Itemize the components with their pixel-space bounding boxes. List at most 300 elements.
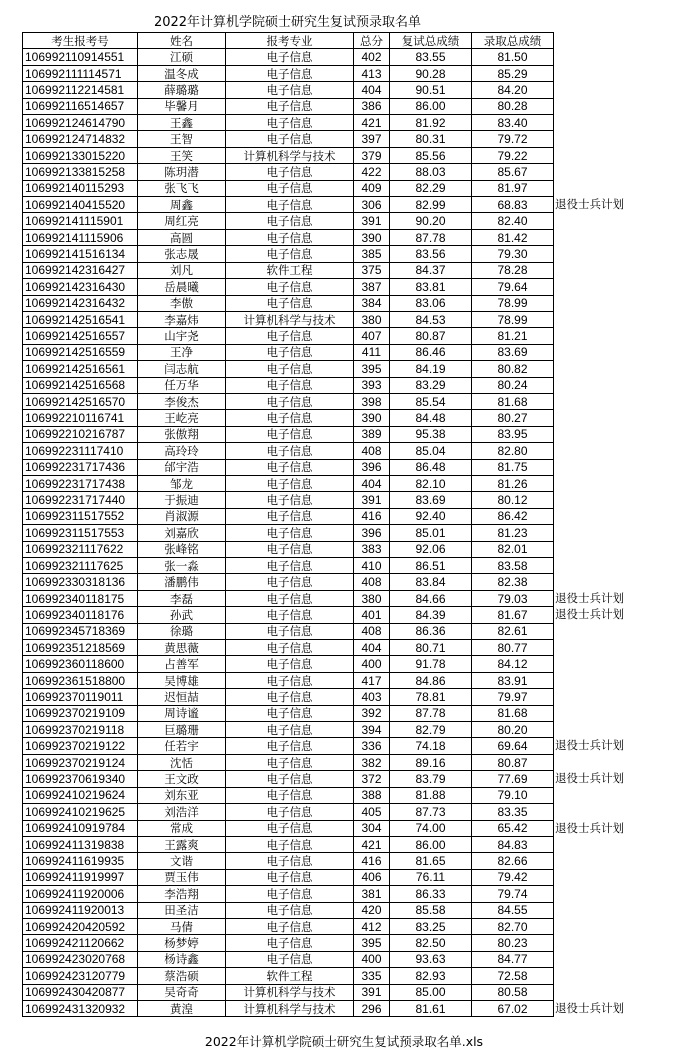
admission-score-cell: 81.23 — [472, 525, 554, 541]
table-row — [23, 689, 554, 705]
remark-note — [555, 984, 685, 1000]
remark-note — [555, 426, 685, 442]
exam-number-cell: 106992411920013 — [23, 902, 138, 918]
admission-score-cell: 80.20 — [472, 722, 554, 738]
name-cell: 李磊 — [138, 590, 226, 606]
remark-note — [555, 557, 685, 573]
name-cell: 李傲 — [138, 295, 226, 311]
exam-number-cell: 106992142516559 — [23, 344, 138, 360]
admission-score-cell: 79.03 — [472, 590, 554, 606]
major-cell: 电子信息 — [226, 754, 354, 770]
admission-score-cell: 83.35 — [472, 804, 554, 820]
table-row — [23, 672, 554, 688]
remark-note — [555, 655, 685, 671]
admission-score-cell: 83.95 — [472, 426, 554, 442]
table-row — [23, 344, 554, 360]
admission-score-cell: 82.61 — [472, 623, 554, 639]
major-cell: 计算机科学与技术 — [226, 311, 354, 327]
exam-number-cell: 106992141516134 — [23, 246, 138, 262]
exam-number-cell: 106992231717438 — [23, 475, 138, 491]
major-cell: 电子信息 — [226, 180, 354, 196]
remark-note — [555, 918, 685, 934]
major-cell: 电子信息 — [226, 705, 354, 721]
retest-score-cell: 84.39 — [390, 607, 472, 623]
major-cell: 电子信息 — [226, 574, 354, 590]
table-row — [23, 475, 554, 491]
exam-number-cell: 106992141115901 — [23, 213, 138, 229]
admission-score-cell: 80.58 — [472, 984, 554, 1000]
total-score-cell: 391 — [354, 984, 390, 1000]
remark-note — [555, 803, 685, 819]
total-score-cell: 416 — [354, 508, 390, 524]
admission-score-cell: 81.68 — [472, 705, 554, 721]
retest-score-cell: 83.79 — [390, 771, 472, 787]
retest-score-cell: 83.25 — [390, 918, 472, 934]
exam-number-cell: 106992142516568 — [23, 377, 138, 393]
major-cell: 电子信息 — [226, 197, 354, 213]
table-row — [23, 640, 554, 656]
remark-note — [555, 705, 685, 721]
exam-number-cell: 106992340118175 — [23, 590, 138, 606]
retest-score-cell: 74.18 — [390, 738, 472, 754]
remark-note — [555, 393, 685, 409]
total-score-cell: 392 — [354, 705, 390, 721]
exam-number-cell: 106992361518800 — [23, 672, 138, 688]
admission-score-cell: 82.01 — [472, 541, 554, 557]
retest-score-cell: 90.51 — [390, 82, 472, 98]
major-cell: 电子信息 — [226, 344, 354, 360]
major-cell: 电子信息 — [226, 590, 354, 606]
total-score-cell: 408 — [354, 574, 390, 590]
admission-score-cell: 79.42 — [472, 869, 554, 885]
total-score-cell: 408 — [354, 623, 390, 639]
major-cell: 电子信息 — [226, 410, 354, 426]
remark-note — [555, 229, 685, 245]
table-row — [23, 968, 554, 984]
major-cell: 电子信息 — [226, 459, 354, 475]
table-row — [23, 525, 554, 541]
table-row — [23, 147, 554, 163]
admission-score-cell: 82.38 — [472, 574, 554, 590]
name-cell: 徐璐 — [138, 623, 226, 639]
table-row — [23, 853, 554, 869]
remark-note — [555, 212, 685, 228]
major-cell: 电子信息 — [226, 804, 354, 820]
major-cell: 电子信息 — [226, 951, 354, 967]
admission-score-cell: 83.69 — [472, 344, 554, 360]
retest-score-cell: 81.65 — [390, 853, 472, 869]
table-row — [23, 197, 554, 213]
admission-score-cell: 86.42 — [472, 508, 554, 524]
table-row — [23, 393, 554, 409]
table-row — [23, 918, 554, 934]
exam-number-cell: 106992423120779 — [23, 968, 138, 984]
major-cell: 软件工程 — [226, 262, 354, 278]
major-cell: 电子信息 — [226, 902, 354, 918]
admission-score-cell: 81.97 — [472, 180, 554, 196]
retest-score-cell: 85.58 — [390, 902, 472, 918]
retest-score-cell: 86.00 — [390, 836, 472, 852]
table-row — [23, 771, 554, 787]
retest-score-cell: 83.81 — [390, 279, 472, 295]
name-cell: 刘凡 — [138, 262, 226, 278]
name-cell: 吴奇奇 — [138, 984, 226, 1000]
exam-number-cell: 106992110914551 — [23, 49, 138, 65]
table-row — [23, 738, 554, 754]
exam-number-cell: 106992140115293 — [23, 180, 138, 196]
major-cell: 电子信息 — [226, 836, 354, 852]
major-cell: 电子信息 — [226, 541, 354, 557]
admission-score-cell: 83.91 — [472, 672, 554, 688]
remark-note — [555, 65, 685, 81]
remark-note — [555, 442, 685, 458]
name-cell: 陈玥潜 — [138, 164, 226, 180]
admission-score-cell: 80.28 — [472, 98, 554, 114]
table-row — [23, 131, 554, 147]
total-score-cell: 411 — [354, 344, 390, 360]
major-cell: 电子信息 — [226, 475, 354, 491]
admission-score-cell: 79.64 — [472, 279, 554, 295]
total-score-cell: 389 — [354, 426, 390, 442]
exam-number-cell: 106992423020768 — [23, 951, 138, 967]
exam-number-cell: 106992124614790 — [23, 115, 138, 131]
major-cell: 电子信息 — [226, 525, 354, 541]
retest-score-cell: 87.78 — [390, 229, 472, 245]
admission-score-cell: 78.99 — [472, 311, 554, 327]
major-cell: 计算机科学与技术 — [226, 1000, 354, 1016]
major-cell: 电子信息 — [226, 492, 354, 508]
exam-number-cell: 106992411619935 — [23, 853, 138, 869]
remark-note: 退役士兵计划 — [555, 771, 624, 786]
admission-score-cell: 84.12 — [472, 656, 554, 672]
remark-note — [555, 48, 685, 64]
retest-score-cell: 84.19 — [390, 361, 472, 377]
exam-number-cell: 106992411319838 — [23, 836, 138, 852]
remark-header-spacer — [555, 32, 685, 48]
table-row — [23, 836, 554, 852]
retest-score-cell: 80.31 — [390, 131, 472, 147]
table-row — [23, 705, 554, 721]
retest-score-cell: 85.56 — [390, 147, 472, 163]
name-cell: 常成 — [138, 820, 226, 836]
major-cell: 电子信息 — [226, 656, 354, 672]
table-row — [23, 279, 554, 295]
table-row — [23, 164, 554, 180]
remark-note — [555, 639, 685, 655]
exam-number-cell: 106992124714832 — [23, 131, 138, 147]
retest-score-cell: 80.87 — [390, 328, 472, 344]
name-cell: 占善军 — [138, 656, 226, 672]
name-cell: 薛璐璐 — [138, 82, 226, 98]
name-cell: 黄湟 — [138, 1000, 226, 1016]
retest-score-cell: 95.38 — [390, 426, 472, 442]
total-score-cell: 390 — [354, 229, 390, 245]
name-cell: 李俊杰 — [138, 393, 226, 409]
remark-note — [555, 475, 685, 491]
exam-number-cell: 106992410219624 — [23, 787, 138, 803]
name-cell: 温冬成 — [138, 65, 226, 81]
major-cell: 电子信息 — [226, 393, 354, 409]
table-row — [23, 443, 554, 459]
total-score-cell: 410 — [354, 558, 390, 574]
total-score-cell: 409 — [354, 180, 390, 196]
total-score-cell: 394 — [354, 722, 390, 738]
header-admission-score: 录取总成绩 — [472, 33, 554, 49]
exam-number-cell: 106992410919784 — [23, 820, 138, 836]
admission-score-cell: 77.69 — [472, 771, 554, 787]
admission-score-cell: 80.12 — [472, 492, 554, 508]
exam-number-cell: 106992321117622 — [23, 541, 138, 557]
table-row — [23, 1000, 554, 1016]
remark-note — [555, 130, 685, 146]
exam-number-cell: 106992370219109 — [23, 705, 138, 721]
retest-score-cell: 85.04 — [390, 443, 472, 459]
retest-score-cell: 86.46 — [390, 344, 472, 360]
exam-number-cell: 106992430420877 — [23, 984, 138, 1000]
remark-note — [555, 98, 685, 114]
total-score-cell: 381 — [354, 886, 390, 902]
major-cell: 电子信息 — [226, 82, 354, 98]
table-row — [23, 492, 554, 508]
major-cell: 电子信息 — [226, 820, 354, 836]
total-score-cell: 335 — [354, 968, 390, 984]
exam-number-cell: 106992133015220 — [23, 147, 138, 163]
name-cell: 高圆 — [138, 229, 226, 245]
total-score-cell: 407 — [354, 328, 390, 344]
total-score-cell: 403 — [354, 689, 390, 705]
admission-score-cell: 72.58 — [472, 968, 554, 984]
exam-number-cell: 106992411920006 — [23, 886, 138, 902]
table-row — [23, 49, 554, 65]
remark-note — [555, 688, 685, 704]
total-score-cell: 296 — [354, 1000, 390, 1016]
admission-score-cell: 81.21 — [472, 328, 554, 344]
retest-score-cell: 90.28 — [390, 65, 472, 81]
name-cell: 刘嘉欣 — [138, 525, 226, 541]
admission-score-cell: 79.22 — [472, 147, 554, 163]
table-row — [23, 541, 554, 557]
admission-score-cell: 69.64 — [472, 738, 554, 754]
table-row — [23, 262, 554, 278]
remark-note — [555, 672, 685, 688]
major-cell: 电子信息 — [226, 738, 354, 754]
major-cell: 电子信息 — [226, 722, 354, 738]
remark-note — [555, 245, 685, 261]
exam-number-cell: 106992133815258 — [23, 164, 138, 180]
admission-score-cell: 79.30 — [472, 246, 554, 262]
name-cell: 邹龙 — [138, 475, 226, 491]
total-score-cell: 420 — [354, 902, 390, 918]
table-row — [23, 65, 554, 81]
name-cell: 巨璐珊 — [138, 722, 226, 738]
exam-number-cell: 106992370219124 — [23, 754, 138, 770]
table-row — [23, 295, 554, 311]
exam-number-cell: 106992345718369 — [23, 623, 138, 639]
name-cell: 文谐 — [138, 853, 226, 869]
table-row — [23, 951, 554, 967]
name-cell: 孙武 — [138, 607, 226, 623]
exam-number-cell: 106992431320932 — [23, 1000, 138, 1016]
exam-number-cell: 106992340118176 — [23, 607, 138, 623]
major-cell: 电子信息 — [226, 229, 354, 245]
retest-score-cell: 82.79 — [390, 722, 472, 738]
total-score-cell: 421 — [354, 115, 390, 131]
total-score-cell: 408 — [354, 443, 390, 459]
total-score-cell: 400 — [354, 951, 390, 967]
exam-number-cell: 106992142516541 — [23, 311, 138, 327]
name-cell: 吴博雄 — [138, 672, 226, 688]
total-score-cell: 372 — [354, 771, 390, 787]
admission-score-cell: 79.74 — [472, 886, 554, 902]
table-row — [23, 722, 554, 738]
exam-number-cell: 106992231117410 — [23, 443, 138, 459]
remark-note — [555, 295, 685, 311]
name-cell: 杨梦婷 — [138, 935, 226, 951]
retest-score-cell: 84.66 — [390, 590, 472, 606]
total-score-cell: 387 — [354, 279, 390, 295]
name-cell: 贾玉伟 — [138, 869, 226, 885]
exam-number-cell: 106992116514657 — [23, 98, 138, 114]
admission-score-cell: 78.99 — [472, 295, 554, 311]
remark-note — [555, 787, 685, 803]
major-cell: 电子信息 — [226, 672, 354, 688]
major-cell: 电子信息 — [226, 853, 354, 869]
remark-note — [555, 967, 685, 983]
major-cell: 计算机科学与技术 — [226, 147, 354, 163]
admission-score-cell: 80.27 — [472, 410, 554, 426]
table-row — [23, 377, 554, 393]
header-exam-number: 考生报考号 — [23, 33, 138, 49]
table-header-row — [23, 33, 554, 49]
admission-score-cell: 80.77 — [472, 640, 554, 656]
remarks-column — [555, 32, 685, 1016]
admission-score-cell: 84.83 — [472, 836, 554, 852]
table-row — [23, 869, 554, 885]
major-cell: 电子信息 — [226, 377, 354, 393]
major-cell: 电子信息 — [226, 65, 354, 81]
remark-note: 退役士兵计划 — [555, 738, 624, 753]
admission-score-cell: 81.68 — [472, 393, 554, 409]
major-cell: 电子信息 — [226, 98, 354, 114]
table-row — [23, 246, 554, 262]
name-cell: 刘浩洋 — [138, 804, 226, 820]
total-score-cell: 405 — [354, 804, 390, 820]
total-score-cell: 402 — [354, 49, 390, 65]
total-score-cell: 412 — [354, 918, 390, 934]
exam-number-cell: 106992370219122 — [23, 738, 138, 754]
remark-note — [555, 524, 685, 540]
total-score-cell: 379 — [354, 147, 390, 163]
remark-note — [555, 541, 685, 557]
admission-score-cell: 65.42 — [472, 820, 554, 836]
total-score-cell: 304 — [354, 820, 390, 836]
exam-number-cell: 106992370219118 — [23, 722, 138, 738]
retest-score-cell: 92.06 — [390, 541, 472, 557]
retest-score-cell: 89.16 — [390, 754, 472, 770]
total-score-cell: 413 — [354, 65, 390, 81]
total-score-cell: 380 — [354, 311, 390, 327]
total-score-cell: 383 — [354, 541, 390, 557]
remark-note — [555, 344, 685, 360]
admission-score-cell: 80.82 — [472, 361, 554, 377]
name-cell: 山宇尧 — [138, 328, 226, 344]
name-cell: 潘鹏伟 — [138, 574, 226, 590]
name-cell: 于振迪 — [138, 492, 226, 508]
remark-note — [555, 163, 685, 179]
exam-number-cell: 106992410219625 — [23, 804, 138, 820]
exam-number-cell: 106992111114571 — [23, 65, 138, 81]
admission-score-cell: 84.77 — [472, 951, 554, 967]
exam-number-cell: 106992142316427 — [23, 262, 138, 278]
remark-note — [555, 147, 685, 163]
total-score-cell: 396 — [354, 459, 390, 475]
total-score-cell: 384 — [354, 295, 390, 311]
total-score-cell: 401 — [354, 607, 390, 623]
admission-score-cell: 83.40 — [472, 115, 554, 131]
table-row — [23, 623, 554, 639]
retest-score-cell: 81.88 — [390, 787, 472, 803]
remark-note — [555, 508, 685, 524]
exam-number-cell: 106992360118600 — [23, 656, 138, 672]
major-cell: 电子信息 — [226, 328, 354, 344]
retest-score-cell: 85.01 — [390, 525, 472, 541]
retest-score-cell: 87.73 — [390, 804, 472, 820]
exam-number-cell: 106992210116741 — [23, 410, 138, 426]
remark-note: 退役士兵计划 — [555, 197, 624, 212]
admission-score-cell: 82.66 — [472, 853, 554, 869]
retest-score-cell: 93.63 — [390, 951, 472, 967]
name-cell: 王文政 — [138, 771, 226, 787]
admission-score-cell: 85.67 — [472, 164, 554, 180]
total-score-cell: 422 — [354, 164, 390, 180]
table-row — [23, 229, 554, 245]
table-row — [23, 935, 554, 951]
exam-number-cell: 106992411919997 — [23, 869, 138, 885]
exam-number-cell: 106992142516561 — [23, 361, 138, 377]
name-cell: 迟恒喆 — [138, 689, 226, 705]
admission-score-cell: 82.70 — [472, 918, 554, 934]
total-score-cell: 395 — [354, 935, 390, 951]
name-cell: 张傲翔 — [138, 426, 226, 442]
retest-score-cell: 78.81 — [390, 689, 472, 705]
major-cell: 电子信息 — [226, 886, 354, 902]
admission-score-cell: 84.20 — [472, 82, 554, 98]
remark-note — [555, 81, 685, 97]
retest-score-cell: 83.84 — [390, 574, 472, 590]
total-score-cell: 385 — [354, 246, 390, 262]
table-row — [23, 607, 554, 623]
table-row — [23, 590, 554, 606]
admission-score-cell: 82.40 — [472, 213, 554, 229]
major-cell: 电子信息 — [226, 787, 354, 803]
total-score-cell: 391 — [354, 213, 390, 229]
retest-score-cell: 81.61 — [390, 1000, 472, 1016]
table-row — [23, 886, 554, 902]
major-cell: 电子信息 — [226, 295, 354, 311]
remark-note — [555, 721, 685, 737]
table-row — [23, 98, 554, 114]
name-cell: 高玲玲 — [138, 443, 226, 459]
total-score-cell: 393 — [354, 377, 390, 393]
remark-note: 退役士兵计划 — [555, 590, 624, 605]
remark-note — [555, 278, 685, 294]
table-row — [23, 459, 554, 475]
document-title: 2022年计算机学院硕士研究生复试预录取名单 — [153, 15, 422, 30]
name-cell: 王智 — [138, 131, 226, 147]
total-score-cell: 404 — [354, 475, 390, 491]
remark-note — [555, 852, 685, 868]
name-cell: 江硕 — [138, 49, 226, 65]
